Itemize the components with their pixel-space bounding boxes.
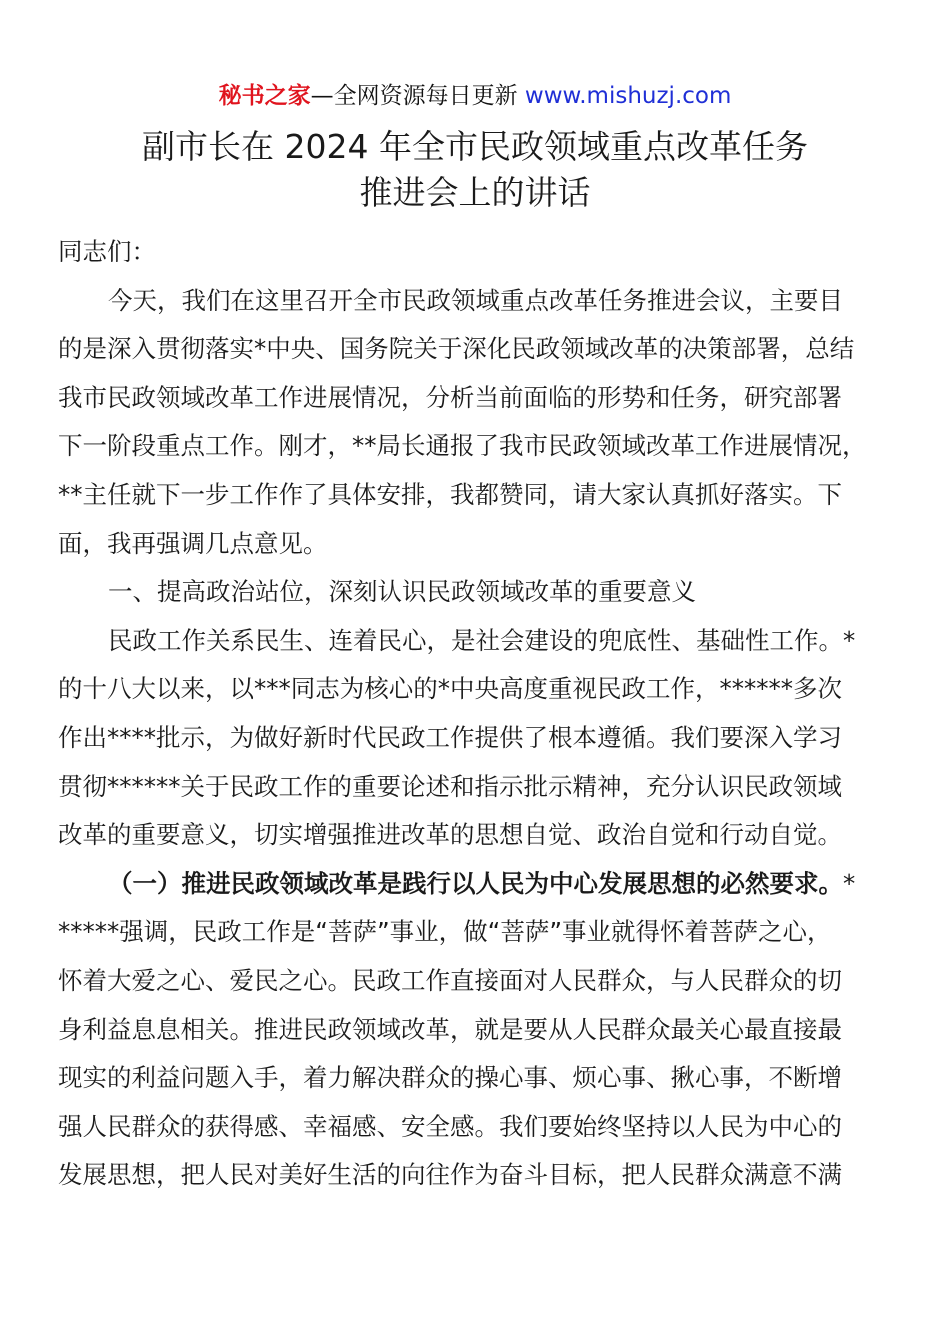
- paragraph-line: **主任就下一步工作作了具体安排，我都赞同，请大家认真抓好落实。下: [58, 479, 842, 509]
- title-line-1: 副市长在 2024 年全市民政领域重点改革任务: [142, 127, 808, 166]
- subsection-line: [58, 860, 878, 909]
- subsection-heading-tail: *: [843, 868, 856, 898]
- paragraph-line: 现实的利益问题入手，着力解决群众的操心事、烦心事、揪心事，不断增: [58, 1063, 842, 1093]
- paragraph-line: 的是深入贯彻落实*中央、国务院关于深化民政领域改革的决策部署，总结: [58, 334, 855, 364]
- paragraph-line: 怀着大爱之心、爱民之心。民政工作直接面对人民群众，与人民群众的切: [58, 965, 842, 995]
- paragraph-line: 今天，我们在这里召开全市民政领域重点改革任务推进会议，主要目: [108, 285, 843, 315]
- title-line-2: 推进会上的讲话: [359, 173, 591, 212]
- document-title: [0, 124, 950, 216]
- paragraph-line: 发展思想，把人民对美好生活的向往作为奋斗目标，把人民群众满意不满: [58, 1160, 842, 1190]
- paragraph-line: 贯彻******关于民政工作的重要论述和指示批示精神，充分认识民政领域: [58, 771, 842, 801]
- subsection-heading: （一）推进民政领域改革是践行以人民为中心发展思想的必然要求。: [108, 868, 843, 898]
- paragraph-line: 民政工作关系民生、连着民心，是社会建设的兜底性、基础性工作。*: [108, 625, 856, 655]
- paragraph-line: 作出****批示，为做好新时代民政工作提供了根本遵循。我们要深入学习: [58, 722, 842, 752]
- document-body: [58, 228, 878, 1200]
- section-heading: 一、提高政治站位，深刻认识民政领域改革的重要意义: [108, 577, 696, 607]
- paragraph-line: 改革的重要意义，切实增强推进改革的思想自觉、政治自觉和行动自觉。: [58, 820, 842, 850]
- paragraph-line: 我市民政领域改革工作进展情况，分析当前面临的形势和任务，研究部署: [58, 382, 842, 412]
- paragraph-line: 身利益息息相关。推进民政领域改革，就是要从人民群众最关心最直接最: [58, 1014, 842, 1044]
- brand-name: 秘书之家: [218, 83, 311, 109]
- header-tagline: —全网资源每日更新: [310, 83, 518, 109]
- header-url-link[interactable]: www.mishuzj.com: [524, 83, 732, 109]
- paragraph-line: 下一阶段重点工作。刚才，**局长通报了我市民政领域改革工作进展情况，: [58, 431, 867, 461]
- paragraph-line: 强人民群众的获得感、幸福感、安全感。我们要始终坚持以人民为中心的: [58, 1111, 842, 1141]
- paragraph-line: *****强调，民政工作是“菩萨”事业，做“菩萨”事业就得怀着菩萨之心，: [58, 917, 832, 947]
- site-header: [0, 80, 950, 112]
- paragraph-line: 面，我再强调几点意见。: [58, 528, 328, 558]
- salutation: 同志们：: [58, 237, 156, 266]
- paragraph-line: 的十八大以来，以***同志为核心的*中央高度重视民政工作，******多次: [58, 674, 842, 704]
